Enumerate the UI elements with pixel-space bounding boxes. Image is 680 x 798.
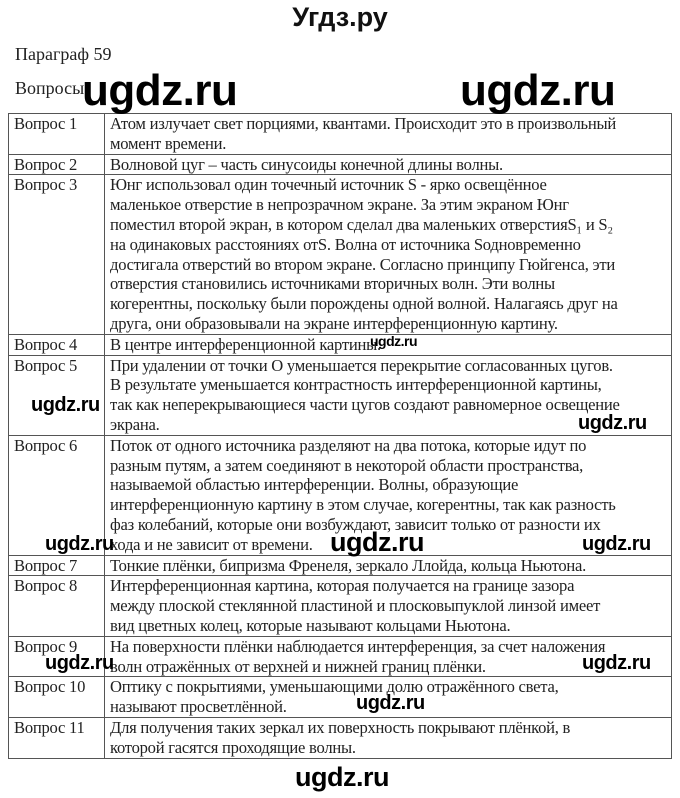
watermark: ugdz.ru [31,394,100,416]
paragraph-heading: Параграф 59 [15,44,112,64]
watermark: ugdz.ru [582,533,651,555]
answer-text: В центре интерференционной картины. [105,334,672,355]
question-label: Вопрос 9 [9,636,105,677]
table-row [9,175,672,334]
answer-text: Атом излучает свет порциями, квантами. Происходит это в произвольный момент времени. [105,114,672,155]
watermark: ugdz.ru [460,66,616,115]
answer-text: Юнг использовал один точечный источник S - ярко освещённое маленькое отверстие в непрозрачном экране. За этим экраном Юнг поместил второй экран, в котором сделал два маленьких отверстияS₁ и S₂ на одинаковых расстояниях отS. Волна от источника Sодновременно достигала отверстий во втором экране. Согласно принципу Гюйгенса, эти отверстия становились источниками вторичных волн. Эти волны когерентны, поскольку были порождены одной волной. Налагаясь друг на друга, они образовывали на экране интерференционную картину. [105,175,672,334]
answer-text: Для получения таких зеркал их поверхность покрывают плёнкой, в которой гасятся проходящие волны. [105,717,672,758]
section-heading: Вопросы [15,78,85,98]
table-row [9,717,672,758]
table-row [9,677,672,718]
question-label: Вопрос 2 [9,154,105,175]
answer-text: Волновой цуг – часть синусоиды конечной длины волны. [105,154,672,175]
watermark: ugdz.ru [82,66,238,115]
watermark: ugdz.ru [356,692,425,714]
answer-text: При удалении от точки О уменьшается перекрытие согласованных цугов. В результате уменьшается контрастность интерференционной картины, так как неперекрывающиеся части цугов создают равномерное освещение экрана. [105,355,672,435]
watermark: ugdz.ru [330,527,424,557]
table-row [9,576,672,636]
answer-text: Тонкие плёнки, бипризма Френеля, зеркало Ллойда, кольца Ньютона. [105,555,672,576]
watermark: ugdz.ru [582,652,651,674]
site-title: Угдз.ру [292,2,388,32]
watermark: ugdz.ru [45,533,114,555]
question-label: Вопрос 4 [9,334,105,355]
question-label: Вопрос 7 [9,555,105,576]
answer-text: Оптику с покрытиями, уменьшающими долю отражённого света, называют просветлённой. [105,677,672,718]
table-row [9,355,672,435]
watermark: ugdz.ru [578,412,647,434]
question-label: Вопрос 3 [9,175,105,334]
answer-text: Интерференционная картина, которая получается на границе зазора между плоской стеклянной пластиной и плосковыпуклой линзой имеет вид цветных колец, которые называют кольцами Ньютона. [105,576,672,636]
answer-text: На поверхности плёнки наблюдается интерференция, за счет наложения волн отражённых от верхней и нижней границ плёнки. [105,636,672,677]
question-label: Вопрос 8 [9,576,105,636]
watermark: ugdz.ru [45,652,114,674]
answer-text: Поток от одного источника разделяют на два потока, которые идут по разным путям, а затем соединяют в некоторой области пространства, называемой областью интерференции. Волны, образующие интерференционную картину в этом случае, когерентны, так как разность фаз колебаний, которые они возбуждают, зависит только от разности их хода и не зависит от времени. [105,435,672,555]
table-row [9,154,672,175]
question-label: Вопрос 5 [9,355,105,435]
question-label: Вопрос 10 [9,677,105,718]
table-row [9,555,672,576]
watermark: ugdz.ru [295,762,389,792]
question-label: Вопрос 11 [9,717,105,758]
table-row [9,114,672,155]
question-label: Вопрос 6 [9,435,105,555]
question-label: Вопрос 1 [9,114,105,155]
watermark: ugdz.ru [370,333,418,349]
table-row [9,334,672,355]
